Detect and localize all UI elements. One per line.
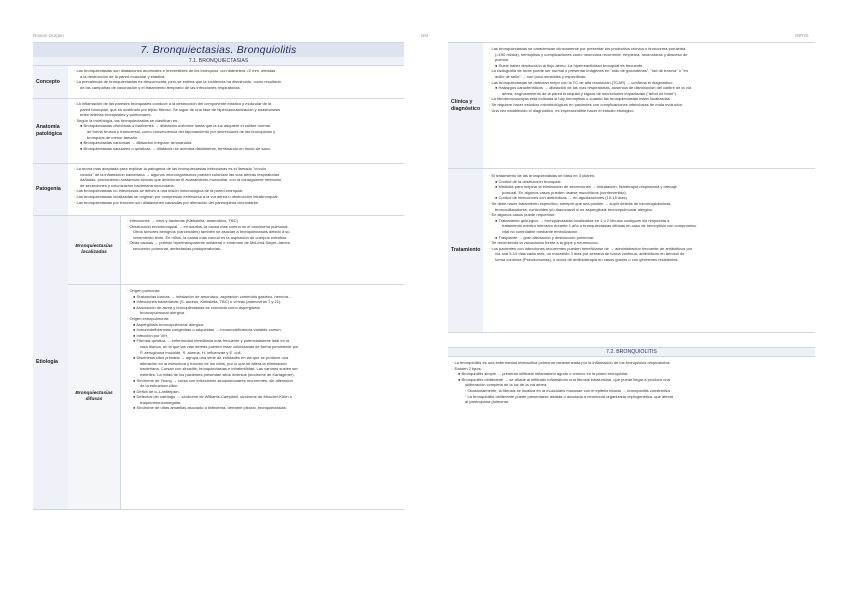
text-line: · Las bronquiectasias no infecciosas se deben a una lesión inmunológica de la pared bronquial. bbox=[74, 188, 244, 194]
text-line: ● Síndrome de Young → cursa con infecciones sinopulmonares recurrentes, sin alteración bbox=[133, 377, 293, 383]
text-line: · En algunos casos puede requerirse: bbox=[489, 212, 556, 218]
text-line: · Una vez establecido el diagnóstico, es imprescindible hacer el estudio etiológico. bbox=[489, 107, 635, 113]
text-line: · Los pacientes con infecciones recurrentes pueden beneficiarse de → administración frecuente de antibióticos por bbox=[489, 245, 693, 251]
row-tratamiento bbox=[448, 169, 815, 333]
text-line: · Ocasionalmente, la fibrosis se localiza en la muscularis mucosae con el epitelio intacto → bronquiolitis constrictiva. bbox=[465, 387, 671, 393]
text-line: broncodilatadores, corticoides y/o itraconazol si es aspergilosis broncopulmonar alérgica. bbox=[495, 206, 653, 212]
row-label: Etiología bbox=[33, 216, 68, 509]
text-line: traqueobroncomegalia. bbox=[140, 399, 181, 405]
row-patogenia bbox=[33, 164, 404, 216]
text-line: ● Infección por VIH. bbox=[133, 332, 169, 338]
text-line: crecimiento lento. En niños, la causa más común es la aspiración de cuerpos extraños. bbox=[133, 234, 288, 240]
section-subtitle: 7.1. BRONQUIECTASIAS bbox=[33, 57, 404, 66]
etiologia-stack bbox=[68, 216, 404, 509]
text-line: vicioso" de la inflamación bacteriana → algunos microorganismos pueden colonizar las vías aéreas respiratorias bbox=[80, 171, 280, 177]
text-line: · Infecciones → virus y bacterias (Klebsiella, anaerobios, TBC). bbox=[127, 218, 239, 223]
row-content bbox=[483, 169, 815, 332]
text-line: vital no controlable mediante embolización. bbox=[502, 228, 579, 234]
row-content bbox=[68, 164, 404, 215]
text-line: ● Medidas para mejorar la eliminación de secreciones → hidratación, fisioterapia respiratoria y drenaje bbox=[495, 184, 677, 190]
text-line: P. aeruginosa mucoide, S. aureus, H. influenzae y E. coli. bbox=[140, 349, 242, 355]
text-line: de forma brusca y transversal, como consecuencia del taponamiento por secreciones de las bronquiolos y bbox=[87, 128, 276, 134]
text-line: · Se debe hacer tratamiento específico, siempre que sea posible → suplir déficits de inmunoglobulinas, bbox=[489, 200, 672, 206]
text-line: ● Bronquiolitis simple → presenta infiltrado inflamatorio agudo o crónico en la pared bronquiolar. bbox=[458, 371, 629, 377]
text-line: ● Infecciones bacterianas (S. aureus, Klebsiella, TBC) o víricas (adenovirus 7 y 21). bbox=[133, 299, 282, 305]
row-anatomia bbox=[33, 99, 404, 164]
row-content bbox=[68, 66, 404, 98]
sub-content bbox=[121, 285, 404, 509]
text-line: ● Bronquiolitis obliterante → se añade al infiltrado inflamatorio una fibrosis intraluminal, que puede llegar a producir una bbox=[458, 376, 670, 382]
text-line: estériles. La mitad de los pacientes presentan situs inversus (síndrome de Kartagener). bbox=[140, 371, 295, 377]
sub-label: Bronquiectasias localizadas bbox=[68, 216, 121, 284]
row-concepto bbox=[33, 66, 404, 99]
text-line: postural. En algunos casos pueden usarse mucolíticos (controvertido). bbox=[502, 189, 627, 195]
text-line: raza blanca, en la que las vías aéreas pueden estar colonizadas de forma persistente por bbox=[140, 343, 299, 349]
text-line: ● Control de infecciones con antibióticos → en agudizaciones (10-15 días). bbox=[495, 195, 628, 201]
text-line: ● Bronquiectasias saculares o quísticas → dilatación se acentúa distalmente, terminando en fondo de saco. bbox=[80, 145, 271, 151]
row-label: Clínica y diagnóstico bbox=[448, 43, 483, 168]
header-right: MIR25 bbox=[795, 33, 809, 38]
text-line: al parénquima pulmonar. bbox=[465, 399, 510, 405]
row-clinica bbox=[448, 43, 815, 169]
text-line: vía oral 5-10 días cada mes, un macrólido 3 días por semana de forma continua; antibióticos en aerosol de bbox=[495, 251, 685, 257]
text-line: · Se requiere hacer estudios microbiológicos en pacientes con complicaciones infecciosas de mala evolución. bbox=[489, 101, 684, 107]
text-line: ● Discinesia ciliar primaria → agrupa una serie de entidades en las que se produce una bbox=[133, 355, 289, 361]
text-line: · Obstrucción endobronquial → en adultos, la causa más común es el carcinoma pulmonar. bbox=[127, 223, 289, 229]
text-line: (>150 ml/día), hemoptisis y complicaciones como neumonía recurrente, empiema, neumotórax y absceso de bbox=[495, 51, 688, 57]
text-line: · La teoría más aceptada para explicar la patogenia de las bronquiectasias infecciosas es el llamado "círculo bbox=[74, 166, 267, 171]
bronquiolitis-content bbox=[448, 357, 815, 408]
text-line: alteración en la estructura y función de los cilios, por lo que se altera la eliminación bbox=[140, 360, 287, 366]
section-title: 7. Bronquiectasias. Bronquiolitis bbox=[33, 43, 404, 57]
text-line: ● Hallazgos característicos → dilatación de las vías respiratorias, ausencia de disminución del calibre de la vía bbox=[495, 85, 692, 91]
text-line: obliteración completa de la luz de la vía aérea. bbox=[465, 382, 548, 388]
text-line: · Origen pulmonar: bbox=[127, 288, 161, 293]
text-line: · Las bronquiectasias por tracción son dilataciones causadas por alteración del parénquima circundante. bbox=[74, 199, 259, 205]
text-line: ● Bronquiectasias cilíndricas o fusiformes → dilatación uniforme hasta que la luz adquiere el calibre normal bbox=[80, 123, 270, 129]
row-label: Anatomía patológica bbox=[33, 99, 68, 163]
text-line: ● Asociación de asma y bronquiectasias es conocida como aspergilosis bbox=[133, 304, 260, 310]
text-line: · La fibrobroncoscopia está indicada si hay hemoptisis o cuando las bronquiectasias están localizadas. bbox=[489, 96, 671, 102]
text-line: · Se recomienda la vacunación frente a la gripe y neumococo. bbox=[489, 240, 599, 246]
text-line: pared bronquial, que es sustituido por tejido fibroso. Se sigue de una fase de hipervascularización y anastomosis bbox=[80, 106, 281, 112]
text-line: ● Sustancias tóxicas → inhalación de amoníaco, aspiración contenido gástrico, heroína... bbox=[133, 293, 292, 299]
text-line: ● Suele haber obstrucción al flujo aéreo. La hiperreactividad bronquial es frecuente. bbox=[495, 62, 644, 68]
text-line: secuestro pulmonar, atelectasias postoperatorias... bbox=[133, 245, 224, 251]
text-line: ● Control de la obstrucción bronquial. bbox=[495, 178, 562, 184]
right-page bbox=[448, 42, 815, 408]
text-line: de la estructura ciliar. bbox=[140, 383, 178, 389]
text-line: · El tratamiento de las bronquiectasias se basa en 3 pilares: bbox=[489, 173, 596, 178]
text-line: bacteriana. Cursan con sinusitis, bronquiectasias e infrafertilidad. Las varones suelen ser bbox=[140, 366, 298, 372]
text-line: dañadas, produciendo sustancias tóxicas que deterioran el aclaramiento mucociliar, con la consiguiente retención bbox=[80, 177, 282, 183]
text-line: forma continua (Pseudomonas), o ciclos de antibioterapia en casos graves o con gérmenes resistentes. bbox=[495, 256, 679, 262]
text-line: · Origen extrapulmonar: bbox=[127, 315, 170, 321]
text-line: · La prevalencia de bronquiectasias es desconocida, pero se estima que la incidencia ha disminuido, como resultado bbox=[74, 79, 281, 85]
etiologia-localizadas bbox=[68, 216, 404, 285]
text-line: · Otras causas → pulmón hipertransparente unilateral o síndrome de McLeod-Swyer-James, bbox=[127, 240, 291, 246]
text-line: ● Déficit de α-1-antitripsin. bbox=[133, 388, 180, 394]
text-line: aérea, engrosamiento de la pared bronquial y signos de secreciones impactadas ("árbol en brote"). bbox=[502, 90, 678, 96]
text-line: ● Trasplante → gran afectación y destrucción pulmonar. bbox=[495, 234, 595, 240]
row-label: Tratamiento bbox=[448, 169, 483, 332]
text-line: broncopulmonar alérgica. bbox=[140, 310, 186, 316]
left-page bbox=[33, 42, 404, 510]
text-line: entre arterias bronquiales y pulmonares. bbox=[80, 112, 152, 118]
text-line: ● Síndrome de uñas amarillas asociado a linfedema, derrame pleural, bronquiectasias. bbox=[133, 405, 287, 411]
text-line: Otros tumores benignos (carcinoides) también se asocian a bronquiectasias debido a su bbox=[133, 229, 290, 235]
text-line: · Las bronquiectasias son dilataciones anormales e irreversibles de los bronquios, con diámetros >2 mm, debidas bbox=[74, 68, 276, 73]
text-line: ● Inmunodeficiencias congénitas o adquiridas → inmunodeficiencia variable común. bbox=[133, 327, 282, 333]
text-line: · La radiografía de tórax puede ser normal o presentar imágenes en "nido de golondrinas", "raíl de tranvía" o "en bbox=[489, 68, 688, 74]
text-line: ● Aspergilosis broncopulmonar alérgica. bbox=[133, 321, 205, 327]
text-line: tratamiento médico intensivo durante 1 año o bronquiectasias difusas en caso de hemoptisis con compromiso bbox=[502, 223, 697, 229]
row-content bbox=[483, 43, 815, 168]
text-line: ● Tratamiento quirúrgico → bronquiectasias localizadas en 1 o 2 lóbulos contiguos sin respuesta a bbox=[495, 217, 670, 223]
text-line: ● Bronquiectasias varicosas → dilatación irregular, arrosariada. bbox=[80, 140, 193, 146]
row-label: Concepto bbox=[33, 66, 68, 98]
bronquiolitis-title: 7.2. BRONQUIOLITIS bbox=[448, 347, 815, 357]
row-etiologia bbox=[33, 216, 404, 510]
text-line: · La bronquiolitis es una enfermedad obstructiva pulmonar caracterizada por la inflamación de los bronquiolos respiratorios. bbox=[452, 360, 671, 365]
text-line: · La inflamación de las paredes bronquiales conduce a la destrucción del componente elástico y muscular de la bbox=[74, 101, 272, 106]
text-line: pulmón. bbox=[495, 57, 510, 63]
text-line: de secreciones y colonización bacteriana secundaria. bbox=[80, 182, 175, 188]
row-content bbox=[68, 99, 404, 163]
text-line: a la destrucción de la pared muscular y elástica. bbox=[80, 73, 166, 79]
text-line: anillo de sello" → son poco sensibles y específicas. bbox=[495, 73, 587, 79]
text-line: · Las bronquiectasias localizadas se originan por compresión extrínseca a la vía aérea u obstrucción intrabronquial. bbox=[74, 193, 279, 199]
text-line: · Según la morfología, las bronquiectasias se clasifican en: bbox=[74, 117, 179, 123]
row-label: Patogenia bbox=[33, 164, 68, 215]
etiologia-difusas bbox=[68, 285, 404, 509]
text-line: · La bronquiolitis obliterante puede presentarse aislada o asociada a neumonía organizada criptogenética, que afecta bbox=[465, 393, 673, 399]
header-author: Rowan Ourgan bbox=[33, 33, 64, 38]
text-line: ● Fibrosis quística → enfermedad hereditaria más frecuente y potencialmente letal en la bbox=[133, 338, 290, 344]
sub-content bbox=[121, 216, 404, 284]
sub-label: Bronquiectasias difusas bbox=[68, 285, 121, 509]
text-line: bronquios de menor tamaño. bbox=[87, 134, 139, 140]
text-line: de las campañas de vacunación y el tratamiento temprano de las infecciones respiratorias. bbox=[80, 84, 241, 90]
text-line: · Las bronquiectasias se caracterizan clínicamente por presentar tos productiva crónica o broncorrea purulenta bbox=[489, 46, 686, 51]
text-line: ● Defectos del cartílago → síndrome de Williams-Campbell, síndrome de Mounier-Kühn o bbox=[133, 394, 292, 400]
text-line: · Existen 2 tipos: bbox=[452, 365, 482, 371]
text-line: · Las bronquiectasias se detectan mejor con la TC de alta resolución (TCAR) → confirma el diagnóstico. bbox=[489, 79, 674, 85]
header-center: NM bbox=[421, 33, 429, 38]
